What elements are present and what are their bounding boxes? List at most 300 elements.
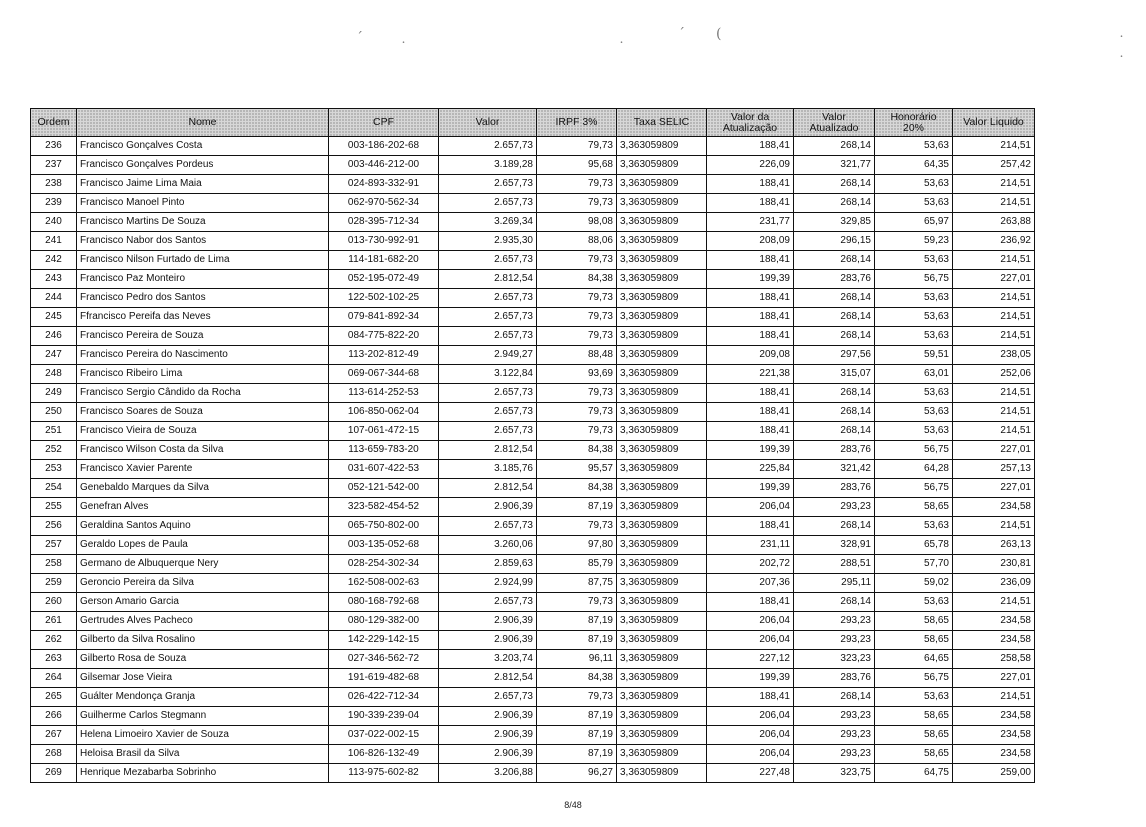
table-body	[31, 137, 1035, 783]
cell-ordem: 242	[31, 251, 77, 270]
cell-irpf: 98,08	[537, 213, 617, 232]
cell-valor-atualizado: 268,14	[794, 384, 875, 403]
cell-irpf: 87,19	[537, 707, 617, 726]
cell-valor-atualizacao: 206,04	[707, 726, 794, 745]
cell-valor-atualizado: 293,23	[794, 745, 875, 764]
col-irpf	[537, 109, 617, 137]
cell-nome: Gerson Amario Garcia	[77, 593, 329, 612]
cell-ordem: 237	[31, 156, 77, 175]
cell-cpf: 037-022-002-15	[329, 726, 439, 745]
cell-cpf: 113-659-783-20	[329, 441, 439, 460]
cell-valor-atualizacao: 225,84	[707, 460, 794, 479]
cell-valor-atualizacao: 188,41	[707, 327, 794, 346]
cell-taxa: 3,363059809	[617, 384, 707, 403]
cell-taxa: 3,363059809	[617, 194, 707, 213]
cell-valor-atualizacao: 188,41	[707, 593, 794, 612]
cell-honorario: 56,75	[875, 669, 953, 688]
col-valor-atualizado	[794, 109, 875, 137]
cell-valor-atualizacao: 188,41	[707, 517, 794, 536]
cell-irpf: 79,73	[537, 517, 617, 536]
cell-valor-atualizado: 321,42	[794, 460, 875, 479]
cell-valor-liquido: 234,58	[953, 612, 1035, 631]
cell-valor: 3.122,84	[439, 365, 537, 384]
cell-nome: Francisco Martins De Souza	[77, 213, 329, 232]
cell-valor-atualizado: 283,76	[794, 270, 875, 289]
cell-irpf: 87,19	[537, 612, 617, 631]
cell-valor-liquido: 227,01	[953, 479, 1035, 498]
cell-valor: 2.812,54	[439, 479, 537, 498]
cell-irpf: 79,73	[537, 327, 617, 346]
col-honorario-line1: Honorário	[890, 110, 937, 123]
cell-valor-atualizado: 293,23	[794, 707, 875, 726]
cell-valor: 3.203,74	[439, 650, 537, 669]
col-valor-label: Valor	[475, 116, 500, 128]
cell-nome: Francisco Xavier Parente	[77, 460, 329, 479]
cell-valor: 2.906,39	[439, 707, 537, 726]
cell-valor-atualizacao: 188,41	[707, 688, 794, 707]
cell-honorario: 58,65	[875, 745, 953, 764]
cell-valor: 2.657,73	[439, 175, 537, 194]
cell-valor-atualizado: 268,14	[794, 422, 875, 441]
cell-irpf: 79,73	[537, 251, 617, 270]
table-row	[31, 688, 1035, 707]
cell-valor-atualizado: 283,76	[794, 441, 875, 460]
cell-valor-atualizado: 268,14	[794, 289, 875, 308]
cell-valor-atualizacao: 206,04	[707, 707, 794, 726]
cell-honorario: 53,63	[875, 289, 953, 308]
cell-valor-liquido: 234,58	[953, 707, 1035, 726]
table-row	[31, 137, 1035, 156]
cell-nome: Geroncio Pereira da Silva	[77, 574, 329, 593]
cell-valor-atualizacao: 188,41	[707, 422, 794, 441]
cell-valor-atualizacao: 188,41	[707, 308, 794, 327]
cell-valor-atualizado: 297,56	[794, 346, 875, 365]
cell-nome: Gilsemar Jose Vieira	[77, 669, 329, 688]
col-valor	[439, 109, 537, 137]
cell-ordem: 269	[31, 764, 77, 783]
table-row	[31, 156, 1035, 175]
col-cpf-label: CPF	[373, 116, 394, 128]
cell-taxa: 3,363059809	[617, 175, 707, 194]
cell-taxa: 3,363059809	[617, 156, 707, 175]
cell-irpf: 87,75	[537, 574, 617, 593]
cell-cpf: 162-508-002-63	[329, 574, 439, 593]
cell-honorario: 58,65	[875, 612, 953, 631]
cell-taxa: 3,363059809	[617, 441, 707, 460]
cell-valor-atualizacao: 199,39	[707, 479, 794, 498]
cell-ordem: 245	[31, 308, 77, 327]
cell-nome: Gilberto da Silva Rosalino	[77, 631, 329, 650]
cell-irpf: 79,73	[537, 137, 617, 156]
col-irpf-label: IRPF 3%	[555, 116, 598, 128]
table-row	[31, 194, 1035, 213]
cell-ordem: 259	[31, 574, 77, 593]
cell-taxa: 3,363059809	[617, 251, 707, 270]
cell-irpf: 79,73	[537, 175, 617, 194]
cell-nome: Francisco Sergio Cândido da Rocha	[77, 384, 329, 403]
cell-taxa: 3,363059809	[617, 555, 707, 574]
col-honorario	[875, 109, 953, 137]
cell-honorario: 56,75	[875, 270, 953, 289]
cell-valor-liquido: 236,92	[953, 232, 1035, 251]
cell-valor-atualizado: 323,23	[794, 650, 875, 669]
cell-cpf: 013-730-992-91	[329, 232, 439, 251]
cell-ordem: 246	[31, 327, 77, 346]
cell-taxa: 3,363059809	[617, 574, 707, 593]
cell-honorario: 64,35	[875, 156, 953, 175]
cell-ordem: 241	[31, 232, 77, 251]
scan-mark: ˙	[1118, 34, 1125, 50]
cell-valor-atualizado: 315,07	[794, 365, 875, 384]
cell-taxa: 3,363059809	[617, 726, 707, 745]
cell-honorario: 53,63	[875, 194, 953, 213]
cell-cpf: 113-975-602-82	[329, 764, 439, 783]
cell-valor-atualizado: 268,14	[794, 308, 875, 327]
cell-taxa: 3,363059809	[617, 137, 707, 156]
table-row	[31, 764, 1035, 783]
cell-valor-liquido: 257,42	[953, 156, 1035, 175]
cell-valor: 2.859,63	[439, 555, 537, 574]
cell-taxa: 3,363059809	[617, 479, 707, 498]
cell-valor-liquido: 214,51	[953, 289, 1035, 308]
cell-nome: Francisco Manoel Pinto	[77, 194, 329, 213]
cell-valor-atualizacao: 199,39	[707, 441, 794, 460]
cell-irpf: 84,38	[537, 441, 617, 460]
cell-nome: Heloisa Brasil da Silva	[77, 745, 329, 764]
cell-ordem: 247	[31, 346, 77, 365]
cell-valor: 2.657,73	[439, 251, 537, 270]
cell-valor-atualizacao: 221,38	[707, 365, 794, 384]
cell-valor-atualizacao: 231,11	[707, 536, 794, 555]
cell-nome: Francisco Nilson Furtado de Lima	[77, 251, 329, 270]
cell-ordem: 249	[31, 384, 77, 403]
cell-irpf: 79,73	[537, 308, 617, 327]
cell-valor-liquido: 252,06	[953, 365, 1035, 384]
cell-irpf: 79,73	[537, 194, 617, 213]
table-row	[31, 270, 1035, 289]
cell-nome: Francisco Gonçalves Pordeus	[77, 156, 329, 175]
cell-valor-atualizado: 268,14	[794, 403, 875, 422]
col-valor-atualizado-line1: Valor	[822, 110, 846, 123]
table-row	[31, 593, 1035, 612]
cell-nome: Germano de Albuquerque Nery	[77, 555, 329, 574]
cell-irpf: 85,79	[537, 555, 617, 574]
cell-irpf: 79,73	[537, 593, 617, 612]
cell-taxa: 3,363059809	[617, 327, 707, 346]
table-row	[31, 308, 1035, 327]
cell-valor: 2.657,73	[439, 289, 537, 308]
cell-valor-liquido: 214,51	[953, 251, 1035, 270]
cell-irpf: 79,73	[537, 403, 617, 422]
cell-ordem: 250	[31, 403, 77, 422]
cell-valor-atualizado: 288,51	[794, 555, 875, 574]
cell-taxa: 3,363059809	[617, 688, 707, 707]
cell-valor-liquido: 214,51	[953, 175, 1035, 194]
table-row	[31, 403, 1035, 422]
cell-nome: Francisco Jaime Lima Maia	[77, 175, 329, 194]
table-row	[31, 384, 1035, 403]
table-row	[31, 175, 1035, 194]
cell-cpf: 191-619-482-68	[329, 669, 439, 688]
table-row	[31, 574, 1035, 593]
col-valor-liquido	[953, 109, 1035, 137]
cell-honorario: 53,63	[875, 422, 953, 441]
cell-valor: 3.206,88	[439, 764, 537, 783]
cell-ordem: 253	[31, 460, 77, 479]
cell-taxa: 3,363059809	[617, 403, 707, 422]
cell-taxa: 3,363059809	[617, 593, 707, 612]
cell-honorario: 53,63	[875, 688, 953, 707]
cell-honorario: 59,23	[875, 232, 953, 251]
cell-valor-atualizacao: 227,12	[707, 650, 794, 669]
cell-valor-atualizacao: 188,41	[707, 403, 794, 422]
cell-cpf: 142-229-142-15	[329, 631, 439, 650]
cell-valor-atualizado: 268,14	[794, 517, 875, 536]
cell-taxa: 3,363059809	[617, 764, 707, 783]
table-row	[31, 346, 1035, 365]
cell-ordem: 257	[31, 536, 77, 555]
cell-valor-liquido: 263,13	[953, 536, 1035, 555]
cell-valor-atualizado: 268,14	[794, 175, 875, 194]
cell-valor: 2.906,39	[439, 612, 537, 631]
cell-taxa: 3,363059809	[617, 498, 707, 517]
cell-nome: Francisco Ribeiro Lima	[77, 365, 329, 384]
col-cpf	[329, 109, 439, 137]
cell-cpf: 003-135-052-68	[329, 536, 439, 555]
cell-cpf: 052-121-542-00	[329, 479, 439, 498]
cell-valor-atualizado: 321,77	[794, 156, 875, 175]
table-row	[31, 441, 1035, 460]
cell-valor-atualizacao: 188,41	[707, 194, 794, 213]
cell-nome: Geraldo Lopes de Paula	[77, 536, 329, 555]
cell-honorario: 57,70	[875, 555, 953, 574]
cell-ordem: 260	[31, 593, 77, 612]
cell-valor: 2.935,30	[439, 232, 537, 251]
cell-valor-liquido: 214,51	[953, 403, 1035, 422]
cell-honorario: 59,02	[875, 574, 953, 593]
cell-valor-liquido: 258,58	[953, 650, 1035, 669]
cell-valor-liquido: 230,81	[953, 555, 1035, 574]
table-row	[31, 612, 1035, 631]
cell-cpf: 028-395-712-34	[329, 213, 439, 232]
cell-valor-atualizado: 329,85	[794, 213, 875, 232]
cell-honorario: 53,63	[875, 327, 953, 346]
col-valor-atualizacao-line1: Valor da	[730, 110, 770, 123]
cell-taxa: 3,363059809	[617, 365, 707, 384]
cell-valor-atualizacao: 202,72	[707, 555, 794, 574]
cell-ordem: 258	[31, 555, 77, 574]
cell-valor-atualizacao: 209,08	[707, 346, 794, 365]
cell-taxa: 3,363059809	[617, 669, 707, 688]
table-row	[31, 707, 1035, 726]
cell-taxa: 3,363059809	[617, 422, 707, 441]
cell-nome: Genebaldo Marques da Silva	[77, 479, 329, 498]
cell-valor-liquido: 234,58	[953, 631, 1035, 650]
cell-taxa: 3,363059809	[617, 270, 707, 289]
cell-irpf: 96,11	[537, 650, 617, 669]
cell-honorario: 53,63	[875, 137, 953, 156]
cell-valor: 2.657,73	[439, 688, 537, 707]
cell-nome: Francisco Pereira do Nascimento	[77, 346, 329, 365]
cell-valor-atualizado: 283,76	[794, 479, 875, 498]
table-row	[31, 460, 1035, 479]
cell-nome: Francisco Soares de Souza	[77, 403, 329, 422]
cell-valor-liquido: 214,51	[953, 327, 1035, 346]
cell-valor-atualizado: 328,91	[794, 536, 875, 555]
cell-honorario: 65,97	[875, 213, 953, 232]
cell-irpf: 87,19	[537, 726, 617, 745]
col-taxa-label: Taxa SELIC	[633, 116, 690, 128]
cell-cpf: 062-970-562-34	[329, 194, 439, 213]
cell-valor-liquido: 234,58	[953, 726, 1035, 745]
cell-taxa: 3,363059809	[617, 213, 707, 232]
col-nome-label: Nome	[188, 116, 217, 128]
col-valor-atualizado-line2: Atualizado	[809, 121, 859, 134]
cell-taxa: 3,363059809	[617, 346, 707, 365]
cell-valor: 2.657,73	[439, 384, 537, 403]
cell-valor-atualizacao: 188,41	[707, 384, 794, 403]
cell-cpf: 080-168-792-68	[329, 593, 439, 612]
cell-valor: 2.812,54	[439, 270, 537, 289]
cell-valor-liquido: 238,05	[953, 346, 1035, 365]
cell-ordem: 262	[31, 631, 77, 650]
cell-cpf: 080-129-382-00	[329, 612, 439, 631]
cell-valor-atualizacao: 208,09	[707, 232, 794, 251]
cell-valor-atualizacao: 199,39	[707, 270, 794, 289]
cell-valor-liquido: 214,51	[953, 422, 1035, 441]
cell-nome: Guilherme Carlos Stegmann	[77, 707, 329, 726]
cell-irpf: 79,73	[537, 688, 617, 707]
cell-valor-atualizacao: 206,04	[707, 612, 794, 631]
cell-cpf: 028-254-302-34	[329, 555, 439, 574]
cell-valor-atualizado: 268,14	[794, 251, 875, 270]
cell-valor-liquido: 227,01	[953, 669, 1035, 688]
cell-nome: Genefran Alves	[77, 498, 329, 517]
cell-irpf: 95,68	[537, 156, 617, 175]
cell-valor-atualizado: 268,14	[794, 194, 875, 213]
cell-valor-atualizado: 268,14	[794, 593, 875, 612]
cell-ordem: 240	[31, 213, 77, 232]
cell-valor: 2.657,73	[439, 403, 537, 422]
cell-valor-atualizacao: 188,41	[707, 289, 794, 308]
cell-irpf: 87,19	[537, 631, 617, 650]
cell-cpf: 026-422-712-34	[329, 688, 439, 707]
cell-valor-liquido: 214,51	[953, 194, 1035, 213]
cell-nome: Helena Limoeiro Xavier de Souza	[77, 726, 329, 745]
cell-valor-atualizacao: 188,41	[707, 137, 794, 156]
cell-valor-atualizacao: 231,77	[707, 213, 794, 232]
cell-valor-atualizado: 283,76	[794, 669, 875, 688]
cell-nome: Francisco Pereira de Souza	[77, 327, 329, 346]
cell-valor-atualizacao: 206,04	[707, 631, 794, 650]
cell-taxa: 3,363059809	[617, 612, 707, 631]
cell-valor-liquido: 214,51	[953, 688, 1035, 707]
cell-valor-atualizacao: 206,04	[707, 498, 794, 517]
cell-valor: 2.906,39	[439, 745, 537, 764]
cell-honorario: 56,75	[875, 479, 953, 498]
scan-mark: ˊ	[356, 30, 363, 46]
scan-mark: ˙	[1118, 54, 1125, 70]
cell-taxa: 3,363059809	[617, 707, 707, 726]
cell-irpf: 96,27	[537, 764, 617, 783]
cell-taxa: 3,363059809	[617, 460, 707, 479]
cell-honorario: 64,28	[875, 460, 953, 479]
cell-nome: Francisco Wilson Costa da Silva	[77, 441, 329, 460]
cell-valor: 2.657,73	[439, 422, 537, 441]
table-row	[31, 232, 1035, 251]
cell-ordem: 264	[31, 669, 77, 688]
cell-taxa: 3,363059809	[617, 631, 707, 650]
cell-honorario: 53,63	[875, 403, 953, 422]
cell-taxa: 3,363059809	[617, 308, 707, 327]
cell-valor: 2.812,54	[439, 441, 537, 460]
cell-valor: 2.906,39	[439, 726, 537, 745]
table-row	[31, 631, 1035, 650]
cell-honorario: 53,63	[875, 517, 953, 536]
cell-honorario: 53,63	[875, 593, 953, 612]
cell-valor-liquido: 259,00	[953, 764, 1035, 783]
table-row	[31, 650, 1035, 669]
cell-honorario: 53,63	[875, 308, 953, 327]
cell-cpf: 031-607-422-53	[329, 460, 439, 479]
cell-cpf: 003-446-212-00	[329, 156, 439, 175]
cell-irpf: 79,73	[537, 384, 617, 403]
cell-valor: 3.189,28	[439, 156, 537, 175]
col-taxa	[617, 109, 707, 137]
cell-honorario: 56,75	[875, 441, 953, 460]
cell-honorario: 63,01	[875, 365, 953, 384]
col-valor-liquido-label: Valor Liquido	[963, 116, 1024, 128]
cell-honorario: 64,65	[875, 650, 953, 669]
cell-irpf: 97,80	[537, 536, 617, 555]
table-row	[31, 422, 1035, 441]
table-row	[31, 536, 1035, 555]
cell-valor-atualizacao: 188,41	[707, 175, 794, 194]
cell-valor-atualizado: 293,23	[794, 631, 875, 650]
table-row	[31, 726, 1035, 745]
cell-cpf: 323-582-454-52	[329, 498, 439, 517]
cell-cpf: 024-893-332-91	[329, 175, 439, 194]
cell-irpf: 88,48	[537, 346, 617, 365]
cell-nome: Geraldina Santos Aquino	[77, 517, 329, 536]
table-row	[31, 669, 1035, 688]
cell-valor-liquido: 214,51	[953, 308, 1035, 327]
cell-nome: Francisco Pedro dos Santos	[77, 289, 329, 308]
cell-valor-atualizado: 293,23	[794, 726, 875, 745]
cell-nome: Gilberto Rosa de Souza	[77, 650, 329, 669]
col-ordem-label: Ordem	[37, 116, 70, 128]
cell-valor: 2.657,73	[439, 517, 537, 536]
cell-taxa: 3,363059809	[617, 650, 707, 669]
cell-cpf: 113-202-812-49	[329, 346, 439, 365]
cell-cpf: 027-346-562-72	[329, 650, 439, 669]
cell-ordem: 248	[31, 365, 77, 384]
cell-irpf: 79,73	[537, 289, 617, 308]
cell-valor-liquido: 234,58	[953, 745, 1035, 764]
cell-valor-liquido: 214,51	[953, 384, 1035, 403]
cell-cpf: 122-502-102-25	[329, 289, 439, 308]
col-valor-atualizacao	[707, 109, 794, 137]
cell-nome: Francisco Paz Monteiro	[77, 270, 329, 289]
cell-valor-liquido: 214,51	[953, 517, 1035, 536]
cell-nome: Guálter Mendonça Granja	[77, 688, 329, 707]
cell-valor-atualizacao: 206,04	[707, 745, 794, 764]
cell-valor: 3.260,06	[439, 536, 537, 555]
cell-valor-liquido: 227,01	[953, 441, 1035, 460]
cell-honorario: 58,65	[875, 631, 953, 650]
table-row	[31, 365, 1035, 384]
cell-cpf: 084-775-822-20	[329, 327, 439, 346]
